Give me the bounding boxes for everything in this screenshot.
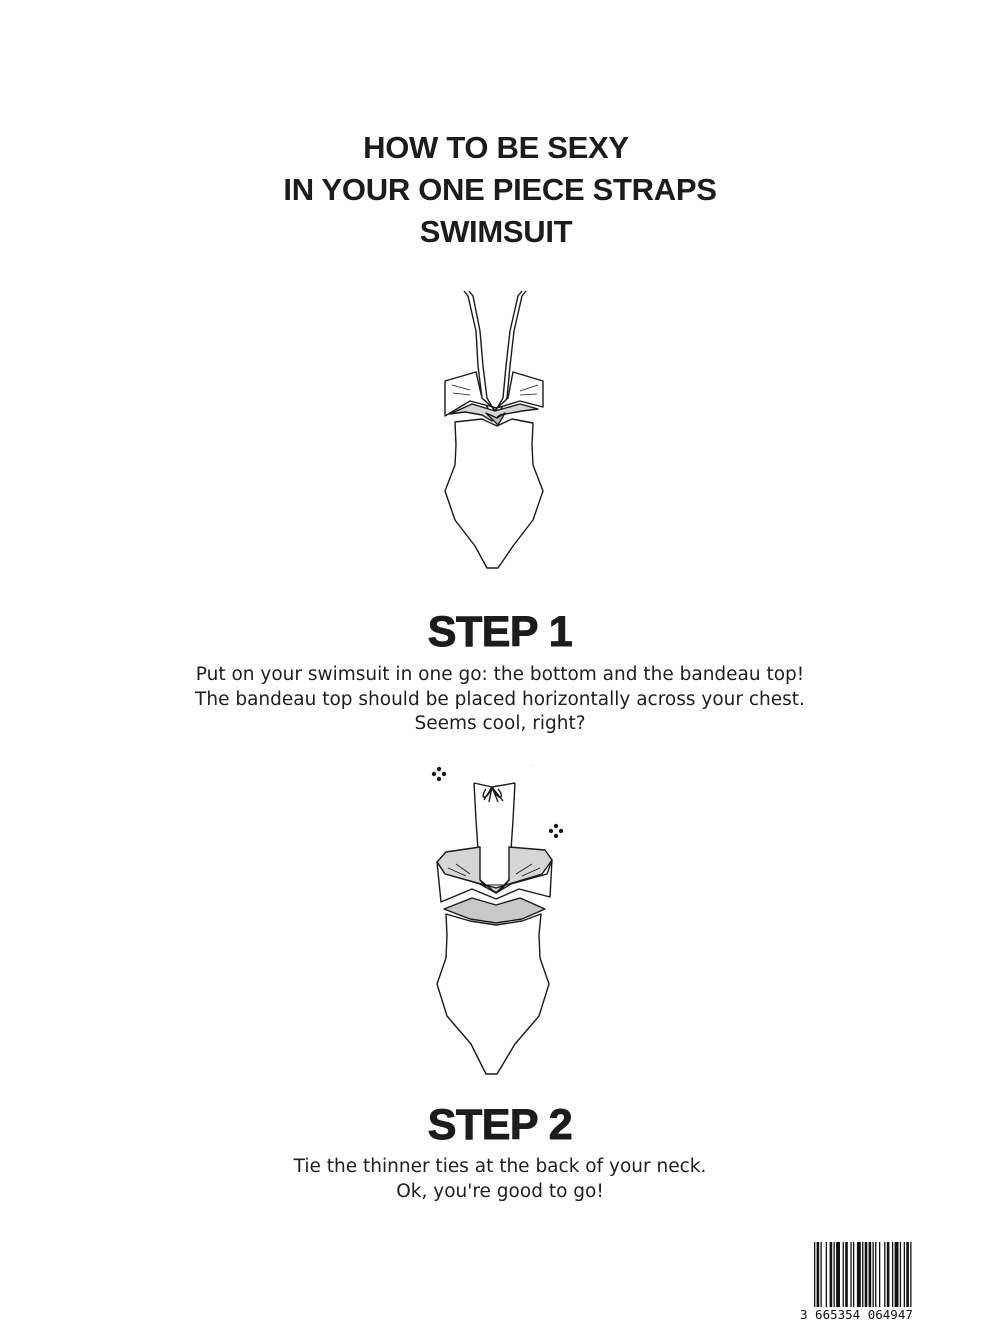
barcode-bar <box>845 1242 848 1312</box>
barcode-bar <box>875 1242 876 1312</box>
barcode-bar <box>887 1242 890 1312</box>
barcode-bar <box>862 1242 863 1312</box>
barcode-bar <box>865 1242 868 1312</box>
step-1-line-1: Put on your swimsuit in one go: the bottom and the bandeau top! <box>195 664 805 685</box>
barcode-bar <box>879 1242 880 1312</box>
barcode-bar <box>826 1242 827 1312</box>
swimsuit-step2-illustration <box>0 765 1000 1080</box>
barcode-bar <box>850 1242 851 1312</box>
step-1-line-2: The bandeau top should be placed horizontally across your chest. <box>195 688 805 710</box>
barcode-bar <box>873 1242 874 1312</box>
barcode-bar <box>892 1242 893 1312</box>
barcode-bar <box>904 1242 905 1312</box>
step-1-line-3: Seems cool, right? <box>414 713 586 734</box>
title-line-1: HOW TO BE SEXY <box>363 130 629 165</box>
step-1-heading: STEP 1 <box>427 608 573 656</box>
barcode-bar <box>884 1242 885 1312</box>
barcode-bar <box>900 1242 901 1312</box>
step-2-heading: STEP 2 <box>427 1101 573 1149</box>
barcode-bar <box>830 1242 833 1312</box>
sparkle-icon <box>432 767 446 781</box>
barcode-number: 3 665354 064947 <box>800 1307 945 1323</box>
step-2-text <box>0 1155 1000 1204</box>
title-line-3: SWIMSUIT <box>419 214 573 249</box>
barcode-bar <box>836 1242 840 1312</box>
barcode-bar <box>895 1242 899 1312</box>
barcode-bar <box>869 1242 872 1312</box>
barcode-bar <box>843 1242 844 1312</box>
title-line-2: IN YOUR ONE PIECE STRAPS <box>283 172 717 207</box>
barcode-bar <box>853 1242 854 1312</box>
step-2-line-2: Ok, you're good to go! <box>396 1180 604 1202</box>
barcode-bar <box>857 1242 861 1312</box>
barcode-bar <box>821 1242 822 1312</box>
barcode-bar <box>834 1242 835 1312</box>
step-1-text <box>0 663 1000 737</box>
page-title <box>0 127 1000 253</box>
swimsuit-step1-illustration <box>0 282 1000 574</box>
barcode-bar <box>906 1242 909 1312</box>
step-2-line-1: Tie the thinner ties at the back of your neck. <box>293 1156 707 1177</box>
